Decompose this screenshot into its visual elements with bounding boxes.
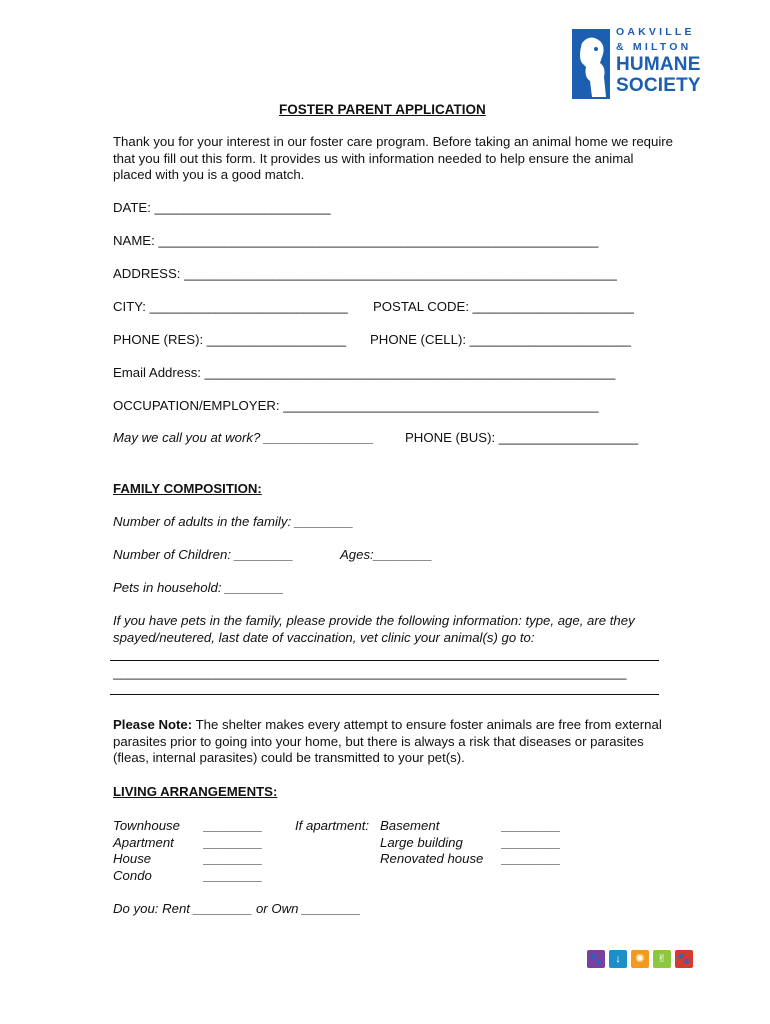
apartment-type: Renovated house [380,851,484,867]
family-composition-heading: FAMILY COMPOSITION: [113,481,262,496]
answer-blank-line[interactable]: ______________________________________________________________________ [113,665,627,680]
living-arrangements-heading: LIVING ARRANGEMENTS: [113,784,278,799]
answer-line[interactable] [110,694,659,695]
children-field[interactable]: Number of Children: ________ [113,547,294,562]
rent-or-own-field[interactable]: Do you: Rent ________ or Own ________ [113,901,361,916]
dwelling-blank[interactable]: ________ [204,834,263,850]
phone-bus-field[interactable]: PHONE (BUS): ___________________ [405,430,639,445]
arrow-down-icon: ↓ [609,950,627,968]
phone-res-field[interactable]: PHONE (RES): ___________________ [113,332,347,347]
page-title: FOSTER PARENT APPLICATION [279,102,486,117]
apartment-type: Large building [380,834,463,850]
apartment-type: Basement [380,818,440,833]
please-note-paragraph [113,717,673,767]
dog-silhouette-icon [572,29,610,99]
apartment-prefix: If apartment: [295,818,370,833]
dwelling-blank[interactable]: ________ [204,818,263,833]
date-field[interactable]: DATE: ________________________ [113,200,331,215]
please-note-text: The shelter makes every attempt to ensure foster animals are free from external parasites prior to going into your home, but there is always a risk that diseases or parasites (fleas, internal parasites) could be transmitted to your pet(s). [113,717,662,766]
gecko-icon: ✌ [653,950,671,968]
name-field[interactable]: NAME: ____________________________________________________________ [113,233,599,248]
answer-line[interactable] [110,660,659,661]
ages-field[interactable]: Ages:________ [340,547,433,562]
call-at-work-field[interactable]: May we call you at work? _______________ [113,430,374,445]
adults-field[interactable]: Number of adults in the family: ________ [113,514,354,529]
apartment-blank[interactable]: ________ [502,834,561,850]
paw-icon: 🐾 [587,950,605,968]
dwelling-type: Townhouse [113,818,180,833]
logo-line-4: SOCIETY [616,75,701,96]
dwelling-blank[interactable]: ________ [204,867,263,883]
phone-cell-field[interactable]: PHONE (CELL): ______________________ [370,332,632,347]
humane-society-logo [572,26,704,100]
apartment-blanks[interactable] [502,818,561,868]
logo-line-2: & MILTON [616,41,692,53]
address-field[interactable]: ADDRESS: ___________________________________________________________ [113,266,617,281]
please-note-label: Please Note: [113,717,193,732]
logo-line-1: OAKVILLE [616,26,695,38]
dwelling-blanks[interactable] [204,818,263,884]
apartment-blank[interactable]: ________ [502,818,561,833]
email-field[interactable]: Email Address: ________________________________________________________ [113,365,616,380]
sun-icon: ✺ [631,950,649,968]
intro-paragraph: Thank you for your interest in our foster care program. Before taking an animal home we require that you fill out this form. It provides us with information needed to help ensure the animal placed with you is a good match. [113,134,674,183]
paw-icon: 🐾 [675,950,693,968]
logo-line-3: HUMANE [616,54,701,75]
postal-code-field[interactable]: POSTAL CODE: ______________________ [373,299,635,314]
pets-field[interactable]: Pets in household: ________ [113,580,284,595]
dwelling-type: Condo [113,867,152,883]
dwelling-type-list [113,818,180,884]
dwelling-blank[interactable]: ________ [204,851,263,867]
dwelling-type: House [113,851,152,867]
occupation-field[interactable]: OCCUPATION/EMPLOYER: ___________________________________________ [113,398,599,413]
dwelling-type: Apartment [113,834,174,850]
apartment-blank[interactable]: ________ [502,851,561,867]
pets-info-instructions: If you have pets in the family, please provide the following information: type, age, are they spayed/neutered, last date of vaccination, vet clinic your animal(s) go to: [113,613,635,645]
city-field[interactable]: CITY: ___________________________ [113,299,348,314]
apartment-type-list [380,818,483,868]
